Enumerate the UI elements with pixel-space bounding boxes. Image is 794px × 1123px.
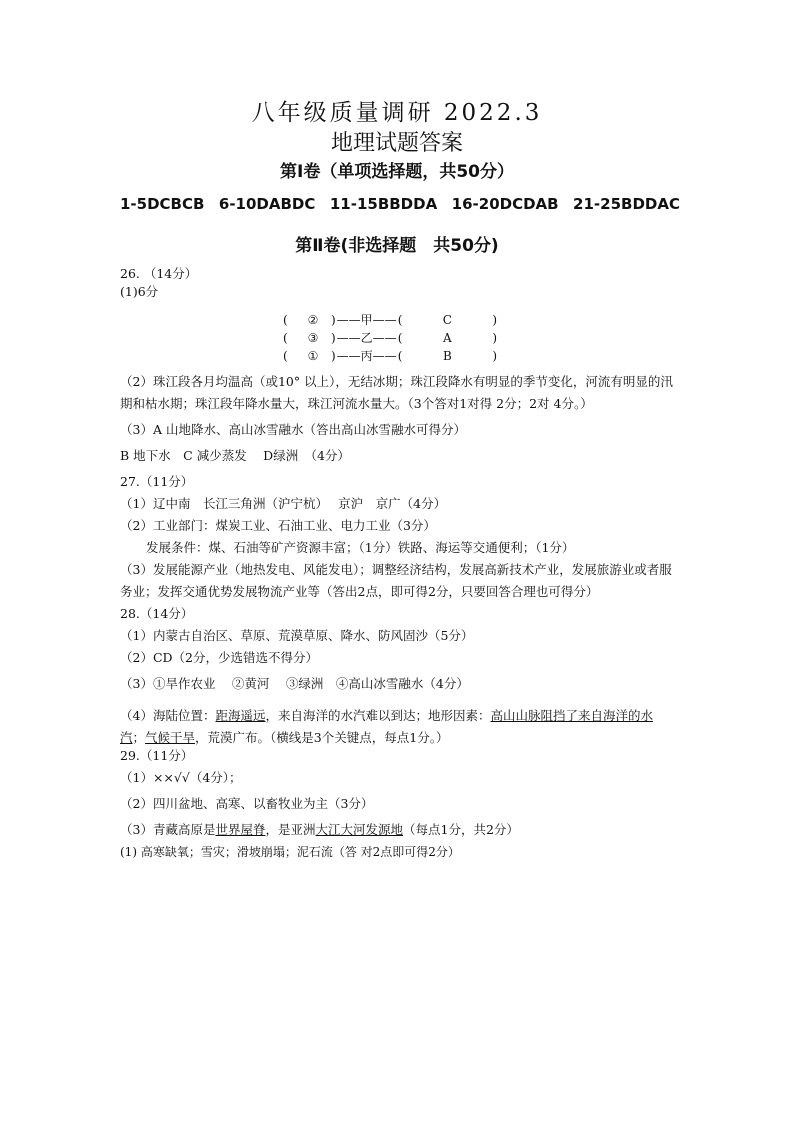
- answer-line: （2）四川盆地、高寒、以畜牧业为主（3分）: [120, 796, 374, 811]
- matching-left: ①: [307, 349, 319, 363]
- key-point: 高山山脉阻挡了来自海洋的水汽: [120, 708, 654, 745]
- answer-line: （3）发展能源产业（地热发电、风能发电）；调整经济结构，发展高新技术产业，发展旅游业或者服务业；发挥交通优势发展物流产业等（答出2点，即可得2分，只要回答合理也可得分）: [120, 562, 672, 599]
- answer-group: 21-25BDDAC: [573, 195, 680, 213]
- answer-line: (1) 高寒缺氧；雪灾；滑坡崩塌；泥石流（答 对2点即可得2分）: [120, 845, 460, 859]
- matching-mid: ——甲——: [336, 313, 397, 327]
- answer-line: （4）海陆位置：距海遥远，来自海洋的水汽难以到达；地形因素：高山山脉阻挡了来自海洋的水汽；气候干旱，荒漠广布。（横线是3个关键点，每点1分。）: [120, 708, 654, 745]
- answer-group: 1-5DCBCB: [120, 195, 205, 213]
- matching-right: A: [443, 331, 452, 345]
- question-heading: 26. （14分）: [120, 266, 198, 281]
- part1-answers: [120, 193, 680, 215]
- answer-group: 11-15BBDDA: [329, 195, 438, 213]
- matching-table: [283, 311, 678, 365]
- key-point: 大江大河发源地: [315, 822, 404, 837]
- matching-row: ( ① ) ——丙—— ( B ): [283, 349, 498, 363]
- answer-line: （2）珠江段各月均温高（或10° 以上），无结冰期；珠江段降水有明显的季节变化，河流有明显的汛期和枯水期；珠江段年降水量大，珠江河流水量大。（3个答对1对得 2分；2对 4分。）: [120, 374, 673, 411]
- answer-line: （2）CD（2分，少选错选不得分）: [120, 650, 318, 665]
- key-point: 世界屋脊: [215, 822, 266, 837]
- matching-row: ( ② ) ——甲—— ( C ): [283, 313, 498, 327]
- answer-line: (1)6分: [120, 284, 159, 299]
- answer-line: 发展条件：煤、石油等矿产资源丰富；（1分）铁路、海运等交通便利；（1分）: [146, 540, 575, 555]
- matching-right: C: [442, 313, 452, 327]
- part2-heading: 第Ⅱ卷(非选择题 共50分): [295, 236, 499, 256]
- matching-left: ②: [307, 313, 319, 327]
- matching-left: ③: [307, 331, 319, 345]
- part2-answers: [120, 263, 678, 863]
- answer-line: B 地下水 C 减少蒸发 D绿洲 （4分）: [120, 448, 350, 463]
- question-heading: 29.（11分）: [120, 748, 194, 763]
- part1-heading: 第Ⅰ卷（单项选择题，共50分）: [280, 162, 514, 182]
- matching-right: B: [442, 349, 452, 363]
- key-point: 气候干旱: [145, 730, 196, 745]
- answer-line: （1）辽中南 长江三角洲（沪宁杭） 京沪 京广（4分）: [120, 496, 447, 511]
- answer-group: 16-20DCDAB: [451, 195, 559, 213]
- answer-group: 6-10DABDC: [218, 195, 316, 213]
- question-heading: 28.（14分）: [120, 606, 194, 621]
- exam-subtitle: 地理试题答案: [330, 131, 463, 156]
- key-point: 距海遥远: [215, 708, 266, 723]
- answer-line: （3）①旱作农业 ②黄河 ③绿洲 ④高山冰雪融水（4分）: [120, 676, 469, 691]
- answer-line: （3）A 山地降水、高山冰雪融水（答出高山冰雪融水可得分）: [120, 422, 466, 437]
- answer-line: （1）××√√（4分）；: [120, 770, 242, 785]
- answer-line: （2）工业部门：煤炭工业、石油工业、电力工业（3分）: [120, 518, 436, 533]
- matching-mid: ——乙——: [336, 331, 397, 345]
- question-heading: 27.（11分）: [120, 474, 194, 489]
- answer-line: （3）青藏高原是世界屋脊，是亚洲大江大河发源地（每点1分，共2分）: [120, 822, 519, 837]
- matching-mid: ——丙——: [336, 349, 397, 363]
- matching-row: ( ③ ) ——乙—— ( A ): [283, 331, 498, 345]
- answer-line: （1）内蒙古自治区、草原、荒漠草原、降水、防风固沙（5分）: [120, 628, 474, 643]
- exam-title: 八年级质量调研 2022.3: [251, 100, 543, 126]
